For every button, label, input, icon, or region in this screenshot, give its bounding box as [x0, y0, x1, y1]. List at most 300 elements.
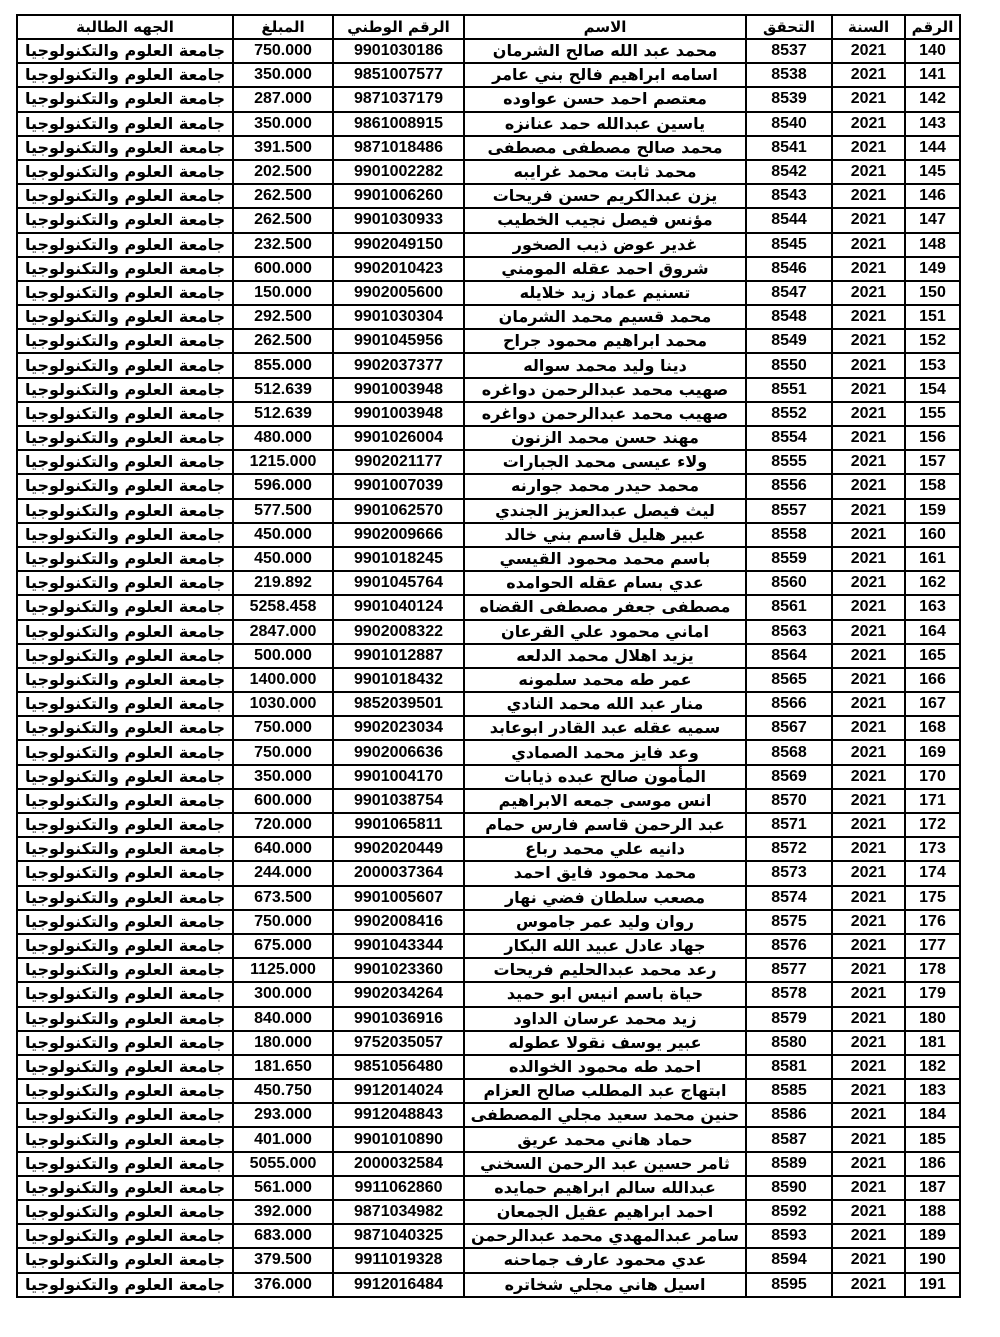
requesting-party-cell: جامعة العلوم والتكنولوجيا: [17, 1248, 233, 1272]
national-id-cell: 9902023034: [333, 716, 464, 740]
name-cell: المأمون صالح عبده ذيابات: [464, 765, 746, 789]
year-cell: 2021: [832, 305, 905, 329]
check-cell: 8539: [746, 87, 832, 111]
year-cell: 2021: [832, 402, 905, 426]
year-cell: 2021: [832, 329, 905, 353]
check-cell: 8547: [746, 281, 832, 305]
name-cell: محمد ابراهيم محمود جراح: [464, 329, 746, 353]
table-row: [17, 813, 960, 837]
national-id-cell: 2000032584: [333, 1152, 464, 1176]
table-row: [17, 1200, 960, 1224]
check-cell: 8565: [746, 668, 832, 692]
requesting-party-cell: جامعة العلوم والتكنولوجيا: [17, 63, 233, 87]
requesting-party-cell: جامعة العلوم والتكنولوجيا: [17, 1103, 233, 1127]
row-number-cell: 174: [905, 861, 960, 885]
requesting-party-cell: جامعة العلوم والتكنولوجيا: [17, 644, 233, 668]
row-number-cell: 157: [905, 450, 960, 474]
row-number-cell: 158: [905, 474, 960, 498]
check-cell: 8549: [746, 329, 832, 353]
check-cell: 8572: [746, 837, 832, 861]
national-id-cell: 9861008915: [333, 112, 464, 136]
amount-cell: 640.000: [233, 837, 333, 861]
amount-cell: 350.000: [233, 63, 333, 87]
check-cell: 8590: [746, 1176, 832, 1200]
row-number-cell: 141: [905, 63, 960, 87]
row-number-cell: 161: [905, 547, 960, 571]
year-cell: 2021: [832, 1031, 905, 1055]
row-number-cell: 179: [905, 982, 960, 1006]
year-cell: 2021: [832, 1224, 905, 1248]
row-number-cell: 160: [905, 523, 960, 547]
table-row: [17, 595, 960, 619]
requesting-party-cell: جامعة العلوم والتكنولوجيا: [17, 305, 233, 329]
national-id-cell: 9901040124: [333, 595, 464, 619]
row-number-cell: 168: [905, 716, 960, 740]
year-cell: 2021: [832, 136, 905, 160]
national-id-cell: 9901018432: [333, 668, 464, 692]
year-cell: 2021: [832, 837, 905, 861]
amount-cell: 219.892: [233, 571, 333, 595]
amount-cell: 450.750: [233, 1079, 333, 1103]
row-number-cell: 171: [905, 789, 960, 813]
table-row: [17, 208, 960, 232]
national-id-cell: 9902010423: [333, 257, 464, 281]
requesting-party-cell: جامعة العلوم والتكنولوجيا: [17, 765, 233, 789]
requesting-party-cell: جامعة العلوم والتكنولوجيا: [17, 716, 233, 740]
name-cell: محمد عبد الله صالح الشرمان: [464, 39, 746, 63]
year-cell: 2021: [832, 450, 905, 474]
row-number-cell: 149: [905, 257, 960, 281]
requesting-party-cell: جامعة العلوم والتكنولوجيا: [17, 499, 233, 523]
check-cell: 8580: [746, 1031, 832, 1055]
name-cell: تسنيم عماد زيد خلايله: [464, 281, 746, 305]
requesting-party-cell: جامعة العلوم والتكنولوجيا: [17, 353, 233, 377]
row-number-cell: 181: [905, 1031, 960, 1055]
requesting-party-cell: جامعة العلوم والتكنولوجيا: [17, 934, 233, 958]
table-row: [17, 910, 960, 934]
national-id-cell: 9902021177: [333, 450, 464, 474]
amount-cell: 450.000: [233, 547, 333, 571]
table-row: [17, 329, 960, 353]
requesting-party-cell: جامعة العلوم والتكنولوجيا: [17, 1224, 233, 1248]
header-amount: المبلغ: [233, 15, 333, 39]
requesting-party-cell: جامعة العلوم والتكنولوجيا: [17, 136, 233, 160]
name-cell: رعد محمد عبدالحليم فريحات: [464, 958, 746, 982]
amount-cell: 1400.000: [233, 668, 333, 692]
year-cell: 2021: [832, 1248, 905, 1272]
table-row: [17, 1127, 960, 1151]
row-number-cell: 177: [905, 934, 960, 958]
row-number-cell: 169: [905, 740, 960, 764]
amount-cell: 1125.000: [233, 958, 333, 982]
year-cell: 2021: [832, 547, 905, 571]
row-number-cell: 175: [905, 886, 960, 910]
national-id-cell: 9901004170: [333, 765, 464, 789]
check-cell: 8550: [746, 353, 832, 377]
national-id-cell: 9901062570: [333, 499, 464, 523]
national-id-cell: 9901003948: [333, 402, 464, 426]
national-id-cell: 9901030304: [333, 305, 464, 329]
amount-cell: 855.000: [233, 353, 333, 377]
name-cell: اماني محمود علي القرعان: [464, 620, 746, 644]
document-sheet: [16, 14, 959, 1298]
amount-cell: 500.000: [233, 644, 333, 668]
year-cell: 2021: [832, 208, 905, 232]
name-cell: عدي بسام عقله الحوامده: [464, 571, 746, 595]
year-cell: 2021: [832, 523, 905, 547]
amount-cell: 750.000: [233, 740, 333, 764]
amount-cell: 750.000: [233, 910, 333, 934]
table-row: [17, 692, 960, 716]
year-cell: 2021: [832, 281, 905, 305]
amount-cell: 5055.000: [233, 1152, 333, 1176]
table-row: [17, 305, 960, 329]
year-cell: 2021: [832, 1127, 905, 1151]
national-id-cell: 9901036916: [333, 1007, 464, 1031]
row-number-cell: 146: [905, 184, 960, 208]
national-id-cell: 9851007577: [333, 63, 464, 87]
table-header: [17, 15, 960, 39]
year-cell: 2021: [832, 1273, 905, 1297]
table-row: [17, 233, 960, 257]
check-cell: 8561: [746, 595, 832, 619]
table-row: [17, 474, 960, 498]
name-cell: عمر طه محمد سلمونه: [464, 668, 746, 692]
year-cell: 2021: [832, 716, 905, 740]
table-row: [17, 63, 960, 87]
amount-cell: 512.639: [233, 402, 333, 426]
row-number-cell: 164: [905, 620, 960, 644]
row-number-cell: 173: [905, 837, 960, 861]
amount-cell: 350.000: [233, 765, 333, 789]
table-row: [17, 523, 960, 547]
name-cell: حماد هاني محمد عريق: [464, 1127, 746, 1151]
row-number-cell: 155: [905, 402, 960, 426]
check-cell: 8558: [746, 523, 832, 547]
year-cell: 2021: [832, 692, 905, 716]
year-cell: 2021: [832, 474, 905, 498]
amount-cell: 232.500: [233, 233, 333, 257]
name-cell: باسم محمد محمود القيسي: [464, 547, 746, 571]
row-number-cell: 159: [905, 499, 960, 523]
national-id-cell: 9901003948: [333, 378, 464, 402]
name-cell: ليث فيصل عبدالعزيز الجندي: [464, 499, 746, 523]
name-cell: عبدالله سالم ابراهيم حمايده: [464, 1176, 746, 1200]
year-cell: 2021: [832, 982, 905, 1006]
amount-cell: 600.000: [233, 257, 333, 281]
name-cell: مصعب سلطان فضي نهار: [464, 886, 746, 910]
row-number-cell: 187: [905, 1176, 960, 1200]
year-cell: 2021: [832, 910, 905, 934]
row-number-cell: 180: [905, 1007, 960, 1031]
year-cell: 2021: [832, 499, 905, 523]
amount-cell: 401.000: [233, 1127, 333, 1151]
name-cell: ياسين عبدالله حمد عنانزه: [464, 112, 746, 136]
name-cell: مؤنس فيصل نجيب الخطيب: [464, 208, 746, 232]
name-cell: احمد طه محمود الخوالده: [464, 1055, 746, 1079]
year-cell: 2021: [832, 886, 905, 910]
name-cell: محمد ثابت محمد غرايبه: [464, 160, 746, 184]
name-cell: دانيه علي محمد رباع: [464, 837, 746, 861]
name-cell: انس موسى جمعه الابراهيم: [464, 789, 746, 813]
row-number-cell: 186: [905, 1152, 960, 1176]
check-cell: 8595: [746, 1273, 832, 1297]
amount-cell: 1030.000: [233, 692, 333, 716]
header-check: التحقق: [746, 15, 832, 39]
year-cell: 2021: [832, 1152, 905, 1176]
check-cell: 8538: [746, 63, 832, 87]
national-id-cell: 9911019328: [333, 1248, 464, 1272]
row-number-cell: 163: [905, 595, 960, 619]
national-id-cell: 9901005607: [333, 886, 464, 910]
national-id-cell: 9901030933: [333, 208, 464, 232]
national-id-cell: 9902008416: [333, 910, 464, 934]
national-id-cell: 9902034264: [333, 982, 464, 1006]
amount-cell: 376.000: [233, 1273, 333, 1297]
national-id-cell: 9852039501: [333, 692, 464, 716]
national-id-cell: 9752035057: [333, 1031, 464, 1055]
table-row: [17, 136, 960, 160]
row-number-cell: 188: [905, 1200, 960, 1224]
check-cell: 8579: [746, 1007, 832, 1031]
requesting-party-cell: جامعة العلوم والتكنولوجيا: [17, 910, 233, 934]
requesting-party-cell: جامعة العلوم والتكنولوجيا: [17, 523, 233, 547]
table-row: [17, 87, 960, 111]
requesting-party-cell: جامعة العلوم والتكنولوجيا: [17, 740, 233, 764]
requesting-party-cell: جامعة العلوم والتكنولوجيا: [17, 1152, 233, 1176]
requesting-party-cell: جامعة العلوم والتكنولوجيا: [17, 620, 233, 644]
year-cell: 2021: [832, 87, 905, 111]
requesting-party-cell: جامعة العلوم والتكنولوجيا: [17, 281, 233, 305]
requesting-party-cell: جامعة العلوم والتكنولوجيا: [17, 1007, 233, 1031]
check-cell: 8575: [746, 910, 832, 934]
amount-cell: 720.000: [233, 813, 333, 837]
year-cell: 2021: [832, 112, 905, 136]
table-row: [17, 450, 960, 474]
row-number-cell: 190: [905, 1248, 960, 1272]
requesting-party-cell: جامعة العلوم والتكنولوجيا: [17, 668, 233, 692]
row-number-cell: 142: [905, 87, 960, 111]
row-number-cell: 166: [905, 668, 960, 692]
national-id-cell: 9901043344: [333, 934, 464, 958]
name-cell: محمد حيدر محمد جوارنه: [464, 474, 746, 498]
amount-cell: 181.650: [233, 1055, 333, 1079]
name-cell: ولاء عيسى محمد الجبارات: [464, 450, 746, 474]
check-cell: 8578: [746, 982, 832, 1006]
check-cell: 8574: [746, 886, 832, 910]
year-cell: 2021: [832, 1176, 905, 1200]
requesting-party-cell: جامعة العلوم والتكنولوجيا: [17, 233, 233, 257]
name-cell: منار عبد الله محمد النادي: [464, 692, 746, 716]
national-id-cell: 9901002282: [333, 160, 464, 184]
check-cell: 8537: [746, 39, 832, 63]
check-cell: 8556: [746, 474, 832, 498]
table-row: [17, 886, 960, 910]
year-cell: 2021: [832, 595, 905, 619]
name-cell: عبير هليل قاسم بني خالد: [464, 523, 746, 547]
check-cell: 8581: [746, 1055, 832, 1079]
amount-cell: 1215.000: [233, 450, 333, 474]
requesting-party-cell: جامعة العلوم والتكنولوجيا: [17, 378, 233, 402]
table-row: [17, 644, 960, 668]
requesting-party-cell: جامعة العلوم والتكنولوجيا: [17, 1127, 233, 1151]
name-cell: صهيب محمد عبدالرحمن دواغره: [464, 378, 746, 402]
check-cell: 8545: [746, 233, 832, 257]
amount-cell: 262.500: [233, 329, 333, 353]
requesting-party-cell: جامعة العلوم والتكنولوجيا: [17, 571, 233, 595]
table-row: [17, 1103, 960, 1127]
name-cell: سميه عقله عبد القادر ابوعابد: [464, 716, 746, 740]
table-row: [17, 1273, 960, 1297]
check-cell: 8543: [746, 184, 832, 208]
amount-cell: 202.500: [233, 160, 333, 184]
check-cell: 8577: [746, 958, 832, 982]
name-cell: عدي محمود عارف جماحنه: [464, 1248, 746, 1272]
check-cell: 8593: [746, 1224, 832, 1248]
row-number-cell: 152: [905, 329, 960, 353]
national-id-cell: 9871037179: [333, 87, 464, 111]
national-id-cell: 9851056480: [333, 1055, 464, 1079]
check-cell: 8564: [746, 644, 832, 668]
year-cell: 2021: [832, 958, 905, 982]
check-cell: 8555: [746, 450, 832, 474]
name-cell: يزن عبدالكريم حسن فريحات: [464, 184, 746, 208]
amount-cell: 392.000: [233, 1200, 333, 1224]
check-cell: 8570: [746, 789, 832, 813]
name-cell: احمد ابراهيم عقيل الجمعان: [464, 1200, 746, 1224]
national-id-cell: 9902005600: [333, 281, 464, 305]
table-row: [17, 426, 960, 450]
row-number-cell: 153: [905, 353, 960, 377]
row-number-cell: 178: [905, 958, 960, 982]
year-cell: 2021: [832, 571, 905, 595]
amount-cell: 391.500: [233, 136, 333, 160]
table-row: [17, 160, 960, 184]
amount-cell: 577.500: [233, 499, 333, 523]
table-body: [17, 39, 960, 1297]
table-row: [17, 668, 960, 692]
header-national-id: الرقم الوطني: [333, 15, 464, 39]
year-cell: 2021: [832, 740, 905, 764]
national-id-cell: 9871034982: [333, 1200, 464, 1224]
amount-cell: 512.639: [233, 378, 333, 402]
requesting-party-cell: جامعة العلوم والتكنولوجيا: [17, 813, 233, 837]
amount-cell: 292.500: [233, 305, 333, 329]
requesting-party-cell: جامعة العلوم والتكنولوجيا: [17, 547, 233, 571]
table-row: [17, 1079, 960, 1103]
check-cell: 8573: [746, 861, 832, 885]
requesting-party-cell: جامعة العلوم والتكنولوجيا: [17, 1055, 233, 1079]
requesting-party-cell: جامعة العلوم والتكنولوجيا: [17, 1200, 233, 1224]
name-cell: محمد محمود فايق احمد: [464, 861, 746, 885]
row-number-cell: 184: [905, 1103, 960, 1127]
check-cell: 8540: [746, 112, 832, 136]
requesting-party-cell: جامعة العلوم والتكنولوجيا: [17, 886, 233, 910]
check-cell: 8594: [746, 1248, 832, 1272]
table-row: [17, 1176, 960, 1200]
table-row: [17, 112, 960, 136]
row-number-cell: 148: [905, 233, 960, 257]
name-cell: روان وليد عمر جاموس: [464, 910, 746, 934]
check-cell: 8568: [746, 740, 832, 764]
row-number-cell: 191: [905, 1273, 960, 1297]
name-cell: اسامه ابراهيم فالح بني عامر: [464, 63, 746, 87]
row-number-cell: 170: [905, 765, 960, 789]
national-id-cell: 9901045956: [333, 329, 464, 353]
name-cell: ثامر حسين عبد الرحمن السخني: [464, 1152, 746, 1176]
check-cell: 8541: [746, 136, 832, 160]
check-cell: 8567: [746, 716, 832, 740]
year-cell: 2021: [832, 620, 905, 644]
check-cell: 8552: [746, 402, 832, 426]
table-row: [17, 1055, 960, 1079]
table-row: [17, 982, 960, 1006]
table-row: [17, 281, 960, 305]
name-cell: عبير يوسف نقولا عطوله: [464, 1031, 746, 1055]
requesting-party-cell: جامعة العلوم والتكنولوجيا: [17, 958, 233, 982]
table-row: [17, 39, 960, 63]
year-cell: 2021: [832, 861, 905, 885]
name-cell: حنين محمد سعيد مجلي المصطفى: [464, 1103, 746, 1127]
check-cell: 8586: [746, 1103, 832, 1127]
requesting-party-cell: جامعة العلوم والتكنولوجيا: [17, 861, 233, 885]
name-cell: وعد فايز محمد الصمادي: [464, 740, 746, 764]
year-cell: 2021: [832, 63, 905, 87]
year-cell: 2021: [832, 1079, 905, 1103]
row-number-cell: 165: [905, 644, 960, 668]
row-number-cell: 150: [905, 281, 960, 305]
amount-cell: 150.000: [233, 281, 333, 305]
header-party: الجهه الطالبة: [17, 15, 233, 39]
requesting-party-cell: جامعة العلوم والتكنولوجيا: [17, 402, 233, 426]
national-id-cell: 9901065811: [333, 813, 464, 837]
name-cell: اسيل هاني مجلي شخاتره: [464, 1273, 746, 1297]
table-row: [17, 934, 960, 958]
row-number-cell: 140: [905, 39, 960, 63]
amount-cell: 600.000: [233, 789, 333, 813]
year-cell: 2021: [832, 668, 905, 692]
table-row: [17, 1248, 960, 1272]
table-row: [17, 740, 960, 764]
amount-cell: 262.500: [233, 184, 333, 208]
amount-cell: 450.000: [233, 523, 333, 547]
national-id-cell: 9901023360: [333, 958, 464, 982]
table-row: [17, 765, 960, 789]
amount-cell: 5258.458: [233, 595, 333, 619]
national-id-cell: 9901018245: [333, 547, 464, 571]
check-cell: 8563: [746, 620, 832, 644]
requesting-party-cell: جامعة العلوم والتكنولوجيا: [17, 87, 233, 111]
amount-cell: 350.000: [233, 112, 333, 136]
amount-cell: 180.000: [233, 1031, 333, 1055]
requesting-party-cell: جامعة العلوم والتكنولوجيا: [17, 1079, 233, 1103]
table-row: [17, 958, 960, 982]
table-row: [17, 789, 960, 813]
row-number-cell: 183: [905, 1079, 960, 1103]
name-cell: محمد صالح مصطفى مصطفى: [464, 136, 746, 160]
name-cell: صهيب محمد عبدالرحمن دواغره: [464, 402, 746, 426]
table-row: [17, 837, 960, 861]
national-id-cell: 9902020449: [333, 837, 464, 861]
national-id-cell: 9902037377: [333, 353, 464, 377]
amount-cell: 683.000: [233, 1224, 333, 1248]
header-num: الرقم: [905, 15, 960, 39]
national-id-cell: 2000037364: [333, 861, 464, 885]
requesting-party-cell: جامعة العلوم والتكنولوجيا: [17, 450, 233, 474]
national-id-cell: 9871040325: [333, 1224, 464, 1248]
check-cell: 8566: [746, 692, 832, 716]
check-cell: 8571: [746, 813, 832, 837]
